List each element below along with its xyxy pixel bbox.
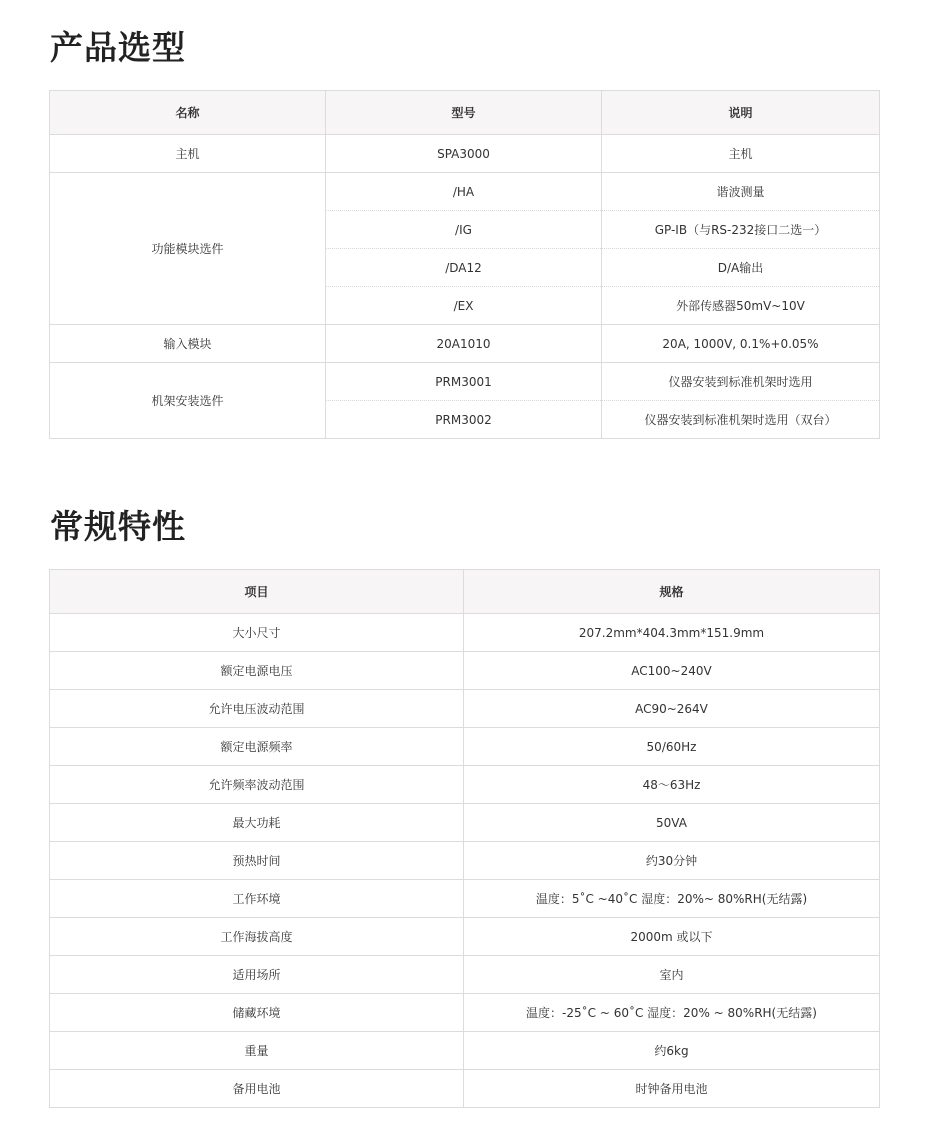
table-row [50,880,880,918]
table-row [50,728,880,766]
specs-title: 常规特性 [50,507,186,546]
cell-model: /HA [326,173,602,211]
table-row [50,652,880,690]
cell-desc: 20A, 1000V, 0.1%+0.05% [602,325,880,363]
cell-spec: 室内 [464,956,880,994]
cell-spec: 约6kg [464,1032,880,1070]
cell-desc: D/A输出 [602,249,880,287]
table-row [50,1032,880,1070]
cell-model: PRM3002 [326,401,602,439]
cell-spec: 48～63Hz [464,766,880,804]
table-header-row [50,570,880,614]
selection-table [49,90,880,439]
header-spec: 规格 [464,570,880,614]
cell-spec: 2000m 或以下 [464,918,880,956]
table-row [50,956,880,994]
table-row [50,690,880,728]
cell-name: 机架安装选件 [50,363,326,439]
cell-model: /DA12 [326,249,602,287]
cell-item: 额定电源电压 [50,652,464,690]
header-name: 名称 [50,91,326,135]
cell-item: 额定电源频率 [50,728,464,766]
table-row [50,994,880,1032]
cell-item: 适用场所 [50,956,464,994]
cell-name: 功能模块选件 [50,173,326,325]
cell-item: 预热时间 [50,842,464,880]
cell-model: SPA3000 [326,135,602,173]
cell-item: 工作环境 [50,880,464,918]
cell-item: 重量 [50,1032,464,1070]
cell-spec: 207.2mm*404.3mm*151.9mm [464,614,880,652]
table-row [50,614,880,652]
cell-desc: 仪器安装到标准机架时选用 [602,363,880,401]
table-row [50,918,880,956]
table-header-row [50,91,880,135]
header-item: 项目 [50,570,464,614]
table-row [50,135,880,173]
cell-spec: 时钟备用电池 [464,1070,880,1108]
table-row [50,173,880,211]
cell-desc: 仪器安装到标准机架时选用（双台） [602,401,880,439]
cell-item: 允许频率波动范围 [50,766,464,804]
cell-model: PRM3001 [326,363,602,401]
table-row [50,842,880,880]
header-desc: 说明 [602,91,880,135]
cell-item: 工作海拔高度 [50,918,464,956]
cell-desc: 外部传感器50mV~10V [602,287,880,325]
cell-spec: AC90~264V [464,690,880,728]
cell-item: 大小尺寸 [50,614,464,652]
cell-item: 允许电压波动范围 [50,690,464,728]
cell-spec: 50VA [464,804,880,842]
cell-model: 20A1010 [326,325,602,363]
cell-spec: 温度：5˚C ~40˚C 湿度：20%~ 80%RH(无结露) [464,880,880,918]
cell-model: /IG [326,211,602,249]
cell-desc: 谐波测量 [602,173,880,211]
specs-table [49,569,880,1108]
table-row [50,363,880,401]
table-row [50,766,880,804]
cell-name: 输入模块 [50,325,326,363]
cell-item: 备用电池 [50,1070,464,1108]
cell-desc: 主机 [602,135,880,173]
header-model: 型号 [326,91,602,135]
table-row [50,325,880,363]
cell-spec: 约30分钟 [464,842,880,880]
cell-desc: GP-IB（与RS-232接口二选一） [602,211,880,249]
selection-title: 产品选型 [50,28,186,67]
cell-item: 最大功耗 [50,804,464,842]
cell-spec: AC100~240V [464,652,880,690]
table-row [50,804,880,842]
cell-item: 储藏环境 [50,994,464,1032]
table-row [50,1070,880,1108]
cell-spec: 50/60Hz [464,728,880,766]
cell-model: /EX [326,287,602,325]
cell-name: 主机 [50,135,326,173]
cell-spec: 温度：-25˚C ~ 60˚C 湿度：20% ~ 80%RH(无结露) [464,994,880,1032]
